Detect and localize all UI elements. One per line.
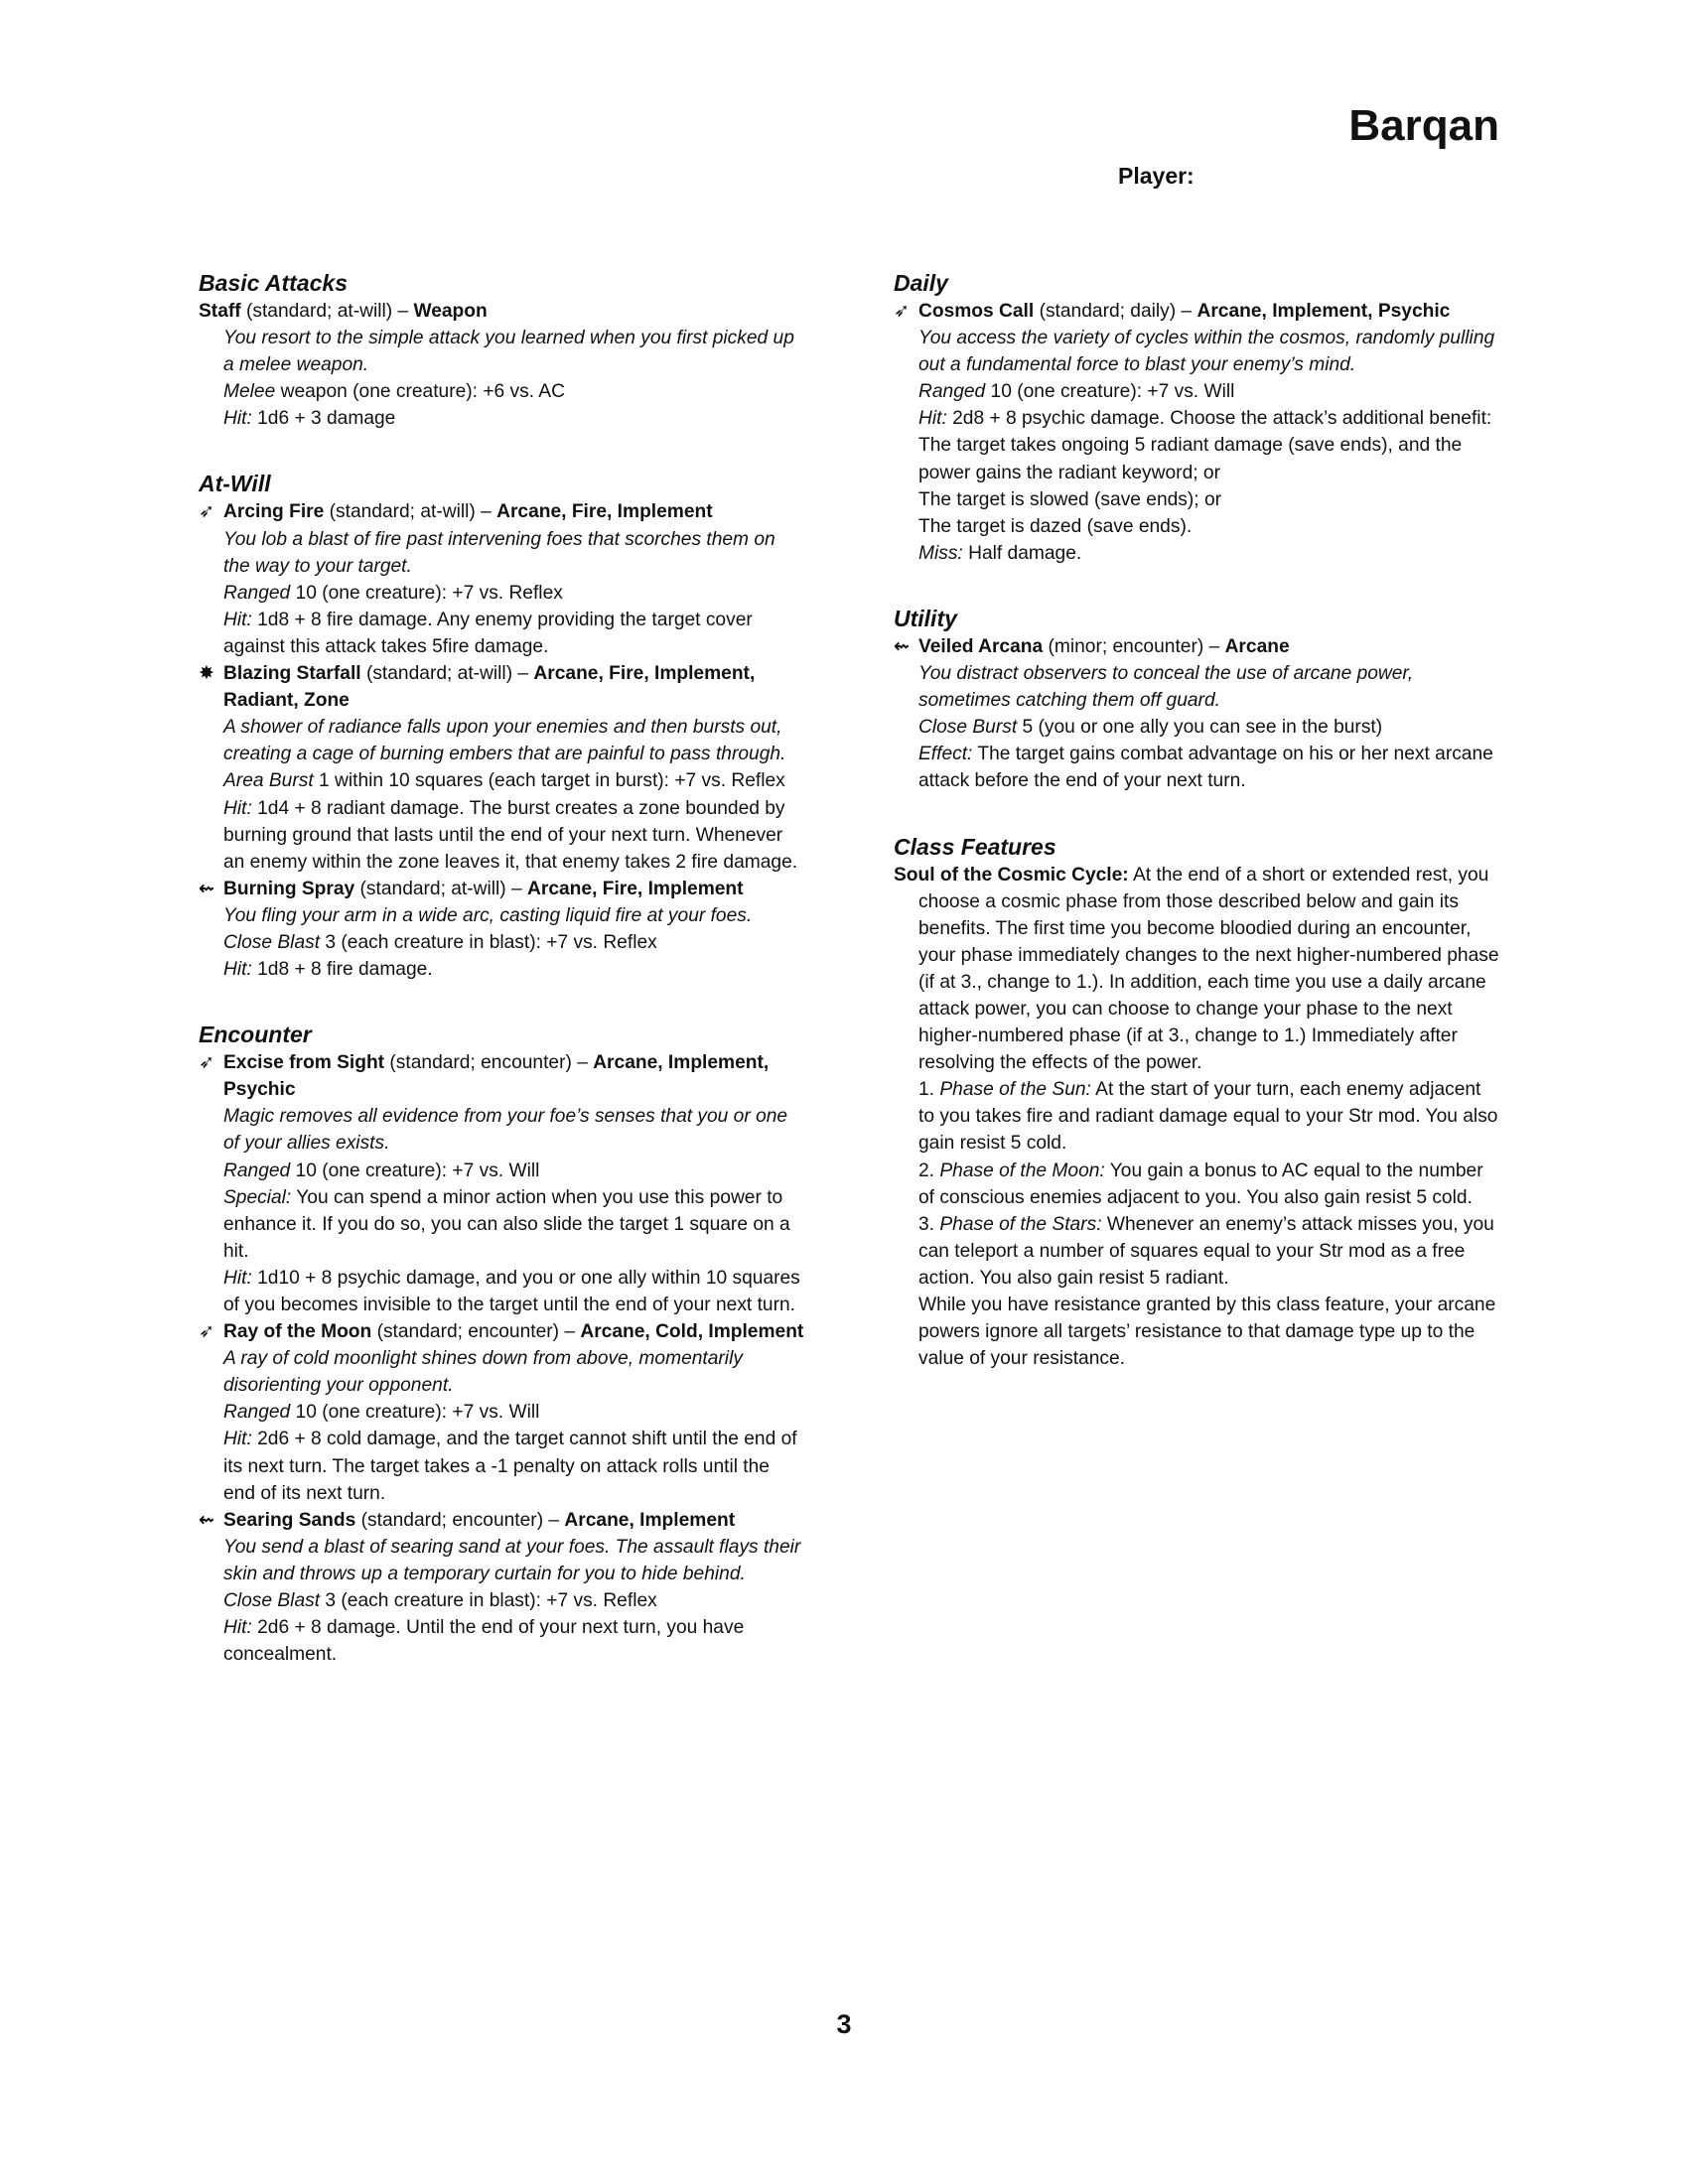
power-block	[894, 298, 1501, 567]
power-name: Ray of the Moon	[223, 1321, 372, 1343]
line-text: 1d8 + 8 fire damage.	[251, 959, 433, 981]
line-text: 10 (one creature): +7 vs. Will	[985, 381, 1235, 403]
area-power-icon: ✸	[199, 663, 214, 685]
feature-closing: While you have resistance granted by this class feature, your arcane powers ignore all targets’ resistance to that damage type up to the value of your resistance.	[918, 1295, 1496, 1370]
power-header	[199, 1507, 806, 1534]
power-usage: (minor; encounter) –	[1043, 635, 1225, 657]
power-line	[199, 580, 806, 607]
close-power-icon: ⇜	[894, 635, 910, 657]
power-header	[199, 660, 806, 714]
line-text: 10 (one creature): +7 vs. Will	[290, 1402, 540, 1424]
power-line	[199, 929, 806, 956]
line-text: The target is slowed (save ends); or	[918, 488, 1222, 510]
power-usage: (standard; at-will) –	[240, 301, 414, 322]
section-heading: At-Will	[199, 471, 271, 497]
power-header	[199, 498, 806, 525]
power-line	[894, 486, 1501, 513]
line-text: 3 (each creature in blast): +7 vs. Reflex	[320, 1590, 657, 1612]
line-text: The target is dazed (save ends).	[918, 515, 1193, 537]
power-usage: (standard; at-will) –	[354, 878, 528, 899]
power-line	[894, 513, 1501, 540]
line-label: Area Burst	[223, 770, 314, 792]
phase-label: Phase of the Sun:	[939, 1079, 1091, 1101]
section-heading: Daily	[894, 270, 948, 296]
power-usage: (standard; at-will) –	[324, 501, 497, 523]
line-text: 3 (each creature in blast): +7 vs. Reflex	[320, 931, 657, 953]
line-text: The target takes ongoing 5 radiant damage (save ends), and the power gains the radiant keyword; or	[918, 435, 1463, 483]
power-usage: (standard; at-will) –	[360, 663, 534, 685]
phase-item	[894, 1211, 1501, 1292]
section-heading: Utility	[894, 605, 957, 631]
power-flavor: You access the variety of cycles within the cosmos, randomly pulling out a fundamental force to blast your enemy’s mind.	[918, 328, 1495, 376]
power-line	[199, 1614, 806, 1668]
power-header	[894, 633, 1501, 660]
power-line	[199, 607, 806, 660]
power-name: Burning Spray	[223, 878, 355, 899]
line-label: Ranged	[223, 582, 291, 604]
power-line	[199, 795, 806, 876]
phase-number: 1.	[918, 1079, 940, 1101]
power-line	[199, 1426, 806, 1506]
phase-item	[894, 1158, 1501, 1211]
power-line	[894, 378, 1501, 405]
power-keywords: Arcane, Fire, Implement	[496, 501, 713, 523]
feature-description	[894, 862, 1501, 1077]
power-section	[199, 1020, 806, 1668]
section-heading: Class Features	[894, 833, 1056, 860]
line-text: 1d8 + 8 fire damage. Any enemy providing the target cover against this attack takes 5fire damage.	[223, 609, 753, 657]
line-label: Ranged	[918, 381, 986, 403]
left-column	[199, 268, 806, 1668]
power-keywords: Arcane, Implement	[564, 1509, 736, 1531]
line-text: 1d6 + 3 damage	[251, 408, 396, 430]
line-label: Ranged	[223, 1160, 291, 1181]
class-features-section	[894, 832, 1501, 1373]
power-header	[199, 1318, 806, 1345]
line-label: Hit:	[223, 408, 252, 430]
power-block	[199, 660, 806, 876]
power-keywords: Arcane	[1224, 635, 1290, 657]
power-name: Cosmos Call	[918, 301, 1035, 322]
line-text: Half damage.	[962, 542, 1082, 564]
line-text: 1d4 + 8 radiant damage. The burst creates a zone bounded by burning ground that lasts until the end of your next turn. Whenever an enemy within the zone leaves it, that enemy takes 2 fire damage.	[223, 797, 798, 873]
power-keywords: Weapon	[413, 301, 488, 322]
power-flavor: You send a blast of searing sand at your foes. The assault flays their skin and throws up a temporary curtain for you to hide behind.	[223, 1536, 801, 1584]
player-label: Player:	[1118, 163, 1195, 189]
line-label: Close Blast	[223, 931, 321, 953]
power-line	[199, 1587, 806, 1614]
power-usage: (standard; daily) –	[1034, 301, 1197, 322]
power-flavor: You distract observers to conceal the use of arcane power, sometimes catching them off guard.	[918, 663, 1414, 712]
right-column	[894, 268, 1501, 1372]
power-name: Staff	[199, 301, 241, 322]
power-block	[199, 1318, 806, 1507]
power-block	[199, 1507, 806, 1669]
power-block	[199, 498, 806, 660]
power-line	[199, 378, 806, 405]
power-block	[199, 1049, 806, 1318]
power-section	[199, 268, 806, 432]
power-line	[894, 741, 1501, 794]
power-name: Excise from Sight	[223, 1052, 385, 1074]
line-label: Hit:	[223, 959, 252, 981]
power-name: Veiled Arcana	[918, 635, 1044, 657]
power-header	[199, 876, 806, 902]
feature-text: At the end of a short or extended rest, you choose a cosmic phase from those described below and gain its benefits. The first time you become bloodied during an encounter, your phase immediately changes to the next higher-numbered phase (if at 3., change to 1.). In addition, each time you use a daily arcane attack power, you can choose to change your phase to the next higher-numbered phase (if at 3., change to 1.) Immediately after resolving the effects of the power.	[918, 864, 1499, 1074]
line-label: Hit:	[223, 1429, 252, 1450]
power-line	[894, 432, 1501, 485]
power-header	[894, 298, 1501, 325]
line-text: 10 (one creature): +7 vs. Will	[290, 1160, 540, 1181]
section-gap	[199, 432, 806, 469]
line-text: 10 (one creature): +7 vs. Reflex	[290, 582, 563, 604]
power-flavor: You lob a blast of fire past intervening foes that scorches them on the way to your target.	[223, 528, 775, 577]
phase-item	[894, 1076, 1501, 1157]
line-label: Miss:	[918, 542, 963, 564]
power-line	[894, 540, 1501, 567]
line-label: Melee	[223, 381, 276, 403]
power-line	[199, 405, 806, 432]
feature-name: Soul of the Cosmic Cycle:	[894, 864, 1129, 886]
phase-text: You gain a bonus to AC equal to the number of conscious enemies adjacent to you. You also gain resist 5 cold.	[918, 1160, 1483, 1208]
power-section	[894, 268, 1501, 567]
phase-label: Phase of the Moon:	[939, 1160, 1105, 1181]
power-keywords: Arcane, Fire, Implement	[527, 878, 744, 899]
power-usage: (standard; encounter) –	[384, 1052, 594, 1074]
phase-text: At the start of your turn, each enemy adjacent to you takes fire and radiant damage equal to your Str mod. You also gain resist 5 cold.	[918, 1079, 1498, 1155]
character-name: Barqan	[1348, 101, 1499, 150]
power-header	[199, 1049, 806, 1103]
power-keywords: Arcane, Implement, Psychic	[1196, 301, 1451, 322]
power-usage: (standard; encounter) –	[355, 1509, 565, 1531]
power-block	[894, 633, 1501, 795]
line-label: Special:	[223, 1186, 292, 1208]
line-text: 2d6 + 8 damage. Until the end of your next turn, you have concealment.	[223, 1617, 745, 1666]
line-label: Close Burst	[918, 717, 1018, 739]
line-label: Hit:	[223, 1617, 252, 1639]
power-line	[199, 1399, 806, 1426]
power-flavor: You fling your arm in a wide arc, casting liquid fire at your foes.	[223, 904, 753, 926]
line-text: 2d6 + 8 cold damage, and the target cannot shift until the end of its next turn. The target takes a -1 penalty on attack rolls until the end of its next turn.	[223, 1429, 797, 1504]
line-label: Effect:	[918, 744, 973, 765]
power-keywords: Arcane, Implement, Psychic	[223, 1052, 770, 1101]
line-text: 5 (you or one ally you can see in the burst)	[1017, 717, 1383, 739]
power-line	[894, 714, 1501, 741]
power-line	[199, 1265, 806, 1318]
ranged-power-icon: ➶	[199, 1321, 214, 1343]
power-name: Blazing Starfall	[223, 663, 361, 685]
line-text: weapon (one creature): +6 vs. AC	[275, 381, 565, 403]
line-text: 2d8 + 8 psychic damage. Choose the attack’s additional benefit:	[946, 408, 1492, 430]
line-text: 1 within 10 squares (each target in burst): +7 vs. Reflex	[313, 770, 785, 792]
line-label: Hit:	[223, 609, 252, 630]
line-label: Hit:	[223, 797, 252, 819]
page-number: 3	[836, 2009, 852, 2039]
section-gap	[894, 795, 1501, 832]
power-line	[199, 1158, 806, 1184]
ranged-power-icon: ➶	[894, 301, 910, 322]
power-line	[199, 767, 806, 794]
phase-text: Whenever an enemy’s attack misses you, you can teleport a number of squares equal to your Str mod as a free action. You also gain resist 5 radiant.	[918, 1213, 1494, 1289]
line-text: The target gains combat advantage on his or her next arcane attack before the end of your next turn.	[918, 744, 1493, 792]
line-label: Ranged	[223, 1402, 291, 1424]
section-gap	[894, 567, 1501, 604]
ranged-power-icon: ➶	[199, 501, 214, 523]
close-power-icon: ⇜	[199, 878, 214, 899]
ranged-power-icon: ➶	[199, 1052, 214, 1074]
power-keywords: Arcane, Fire, Implement, Radiant, Zone	[223, 663, 756, 712]
power-flavor: A shower of radiance falls upon your enemies and then bursts out, creating a cage of burning embers that are painful to pass through.	[223, 717, 786, 765]
power-flavor: A ray of cold moonlight shines down from above, momentarily disorienting your opponent.	[223, 1348, 743, 1397]
power-block	[199, 298, 806, 432]
power-line	[894, 405, 1501, 432]
line-label: Close Blast	[223, 1590, 321, 1612]
section-heading: Encounter	[199, 1022, 312, 1048]
line-text: You can spend a minor action when you use this power to enhance it. If you do so, you can also slide the target 1 square on a hit.	[223, 1186, 790, 1262]
power-flavor: Magic removes all evidence from your foe’s senses that you or one of your allies exists.	[223, 1106, 788, 1155]
line-text: 1d10 + 8 psychic damage, and you or one ally within 10 squares of you becomes invisible to the target until the end of your next turn.	[223, 1267, 800, 1315]
power-keywords: Arcane, Cold, Implement	[580, 1321, 804, 1343]
power-usage: (standard; encounter) –	[371, 1321, 581, 1343]
phase-label: Phase of the Stars:	[939, 1213, 1102, 1235]
section-gap	[199, 983, 806, 1020]
power-section	[894, 604, 1501, 795]
section-heading: Basic Attacks	[199, 270, 349, 296]
line-label: Hit:	[918, 408, 947, 430]
power-line	[199, 1184, 806, 1265]
phase-number: 2.	[918, 1160, 940, 1181]
power-section	[199, 469, 806, 983]
power-name: Searing Sands	[223, 1509, 356, 1531]
power-header	[199, 298, 806, 325]
power-name: Arcing Fire	[223, 501, 325, 523]
power-line	[199, 956, 806, 983]
close-power-icon: ⇜	[199, 1509, 214, 1531]
power-block	[199, 876, 806, 983]
line-label: Hit:	[223, 1267, 252, 1289]
phase-number: 3.	[918, 1213, 940, 1235]
power-flavor: You resort to the simple attack you learned when you first picked up a melee weapon.	[223, 328, 794, 376]
